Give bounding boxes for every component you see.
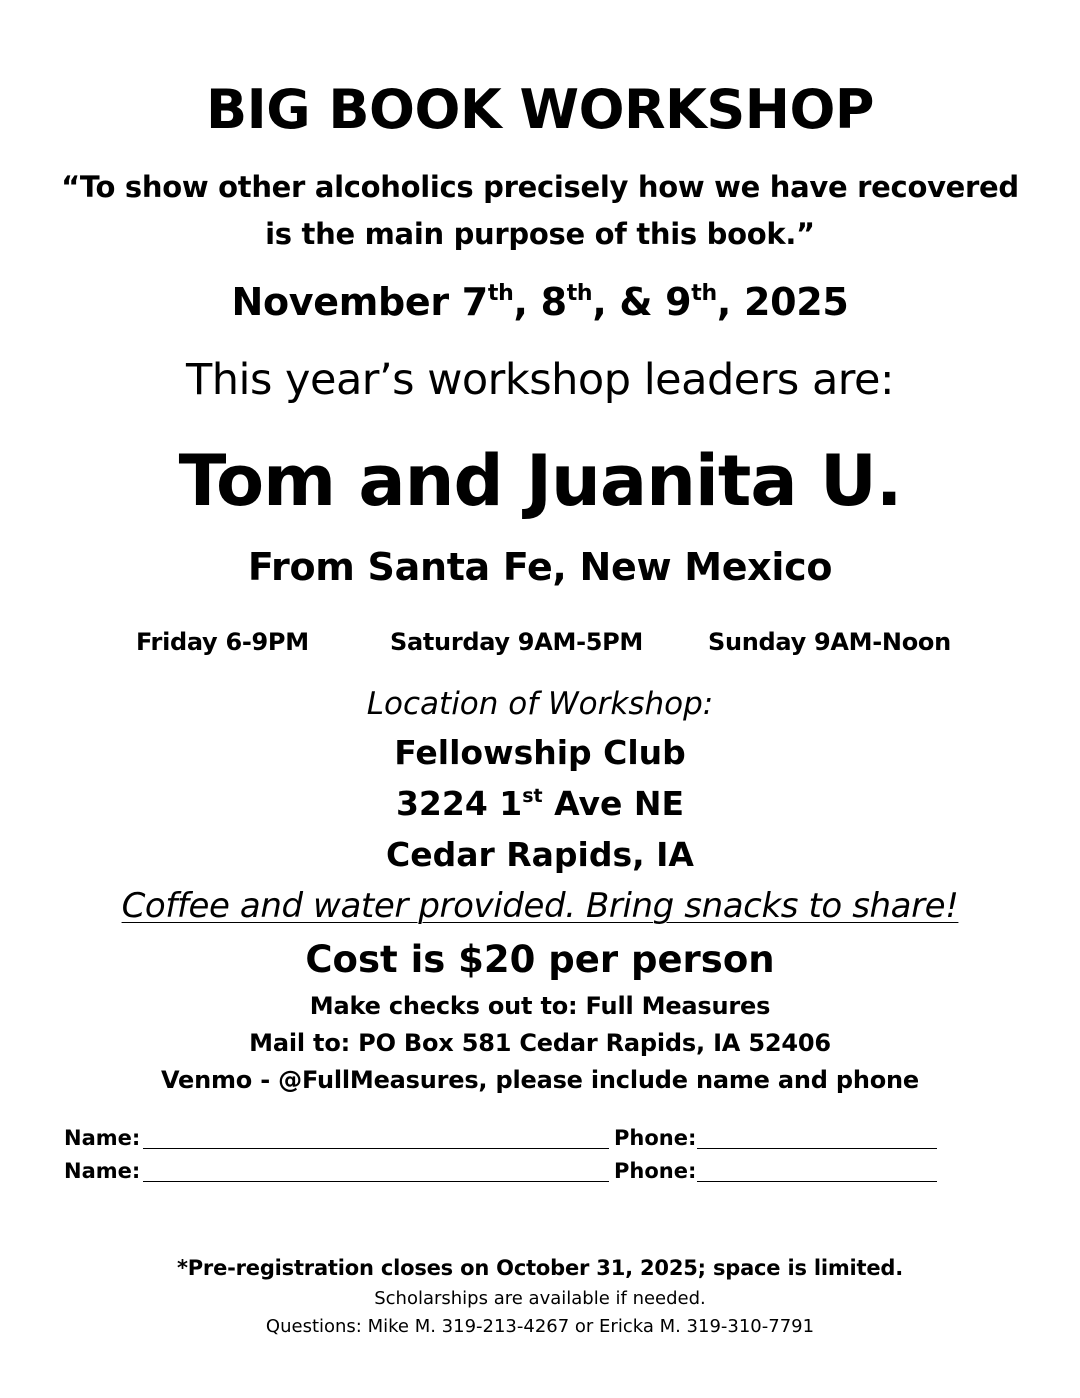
dates-sup-3: th bbox=[691, 281, 717, 306]
name-field-1[interactable] bbox=[143, 1148, 609, 1149]
dates-sup-2: th bbox=[566, 281, 593, 306]
name-label-1: Name: bbox=[64, 1126, 141, 1150]
dates-sup-1: th bbox=[487, 281, 514, 306]
payment-checks: Make checks out to: Full Measures bbox=[309, 992, 771, 1020]
schedule-saturday: Saturday 9AM-5PM bbox=[390, 628, 644, 656]
payment-mail: Mail to: PO Box 581 Cedar Rapids, IA 52406 bbox=[249, 1029, 831, 1057]
workshop-dates bbox=[0, 280, 1080, 324]
name-field-2[interactable] bbox=[143, 1181, 609, 1182]
venue-city: Cedar Rapids, IA bbox=[386, 835, 694, 874]
scholarships-note: Scholarships are available if needed. bbox=[374, 1288, 706, 1309]
name-label-2: Name: bbox=[64, 1159, 141, 1183]
phone-label-2: Phone: bbox=[614, 1159, 697, 1183]
venue-street bbox=[0, 784, 1080, 823]
leaders-intro: This year’s workshop leaders are: bbox=[186, 355, 894, 405]
phone-field-2[interactable] bbox=[697, 1181, 937, 1182]
preregistration-deadline: *Pre-registration closes on October 31, 2025; space is limited. bbox=[176, 1256, 904, 1280]
workshop-leaders: Tom and Juanita U. bbox=[178, 440, 902, 522]
cost-line: Cost is $20 per person bbox=[305, 938, 775, 981]
dates-part-2: , 8 bbox=[513, 280, 567, 324]
dates-year: , 2025 bbox=[716, 280, 849, 324]
dates-part-3: , & 9 bbox=[592, 280, 692, 324]
schedule-sunday: Sunday 9AM-Noon bbox=[708, 628, 951, 656]
quote-line-1: “To show other alcoholics precisely how we have recovered bbox=[61, 170, 1019, 204]
flyer-title: BIG BOOK WORKSHOP bbox=[206, 78, 874, 141]
schedule-friday: Friday 6-9PM bbox=[136, 628, 309, 656]
location-label: Location of Workshop: bbox=[366, 686, 714, 722]
dates-part-1: November 7 bbox=[231, 280, 488, 324]
venue-street-rest: Ave NE bbox=[542, 784, 685, 823]
snacks-note: Coffee and water provided. Bring snacks to share! bbox=[121, 886, 959, 926]
venue-street-number: 3224 1 bbox=[395, 784, 523, 823]
phone-label-1: Phone: bbox=[614, 1126, 697, 1150]
payment-venmo: Venmo - @FullMeasures, please include name and phone bbox=[160, 1066, 920, 1094]
venue-street-suffix: st bbox=[522, 785, 543, 807]
quote-line-2: is the main purpose of this book.” bbox=[265, 217, 815, 251]
questions-contact: Questions: Mike M. 319-213-4267 or Ericka M. 319-310-7791 bbox=[265, 1316, 815, 1337]
phone-field-1[interactable] bbox=[697, 1148, 937, 1149]
venue-name: Fellowship Club bbox=[394, 733, 686, 772]
leaders-origin: From Santa Fe, New Mexico bbox=[247, 545, 833, 589]
